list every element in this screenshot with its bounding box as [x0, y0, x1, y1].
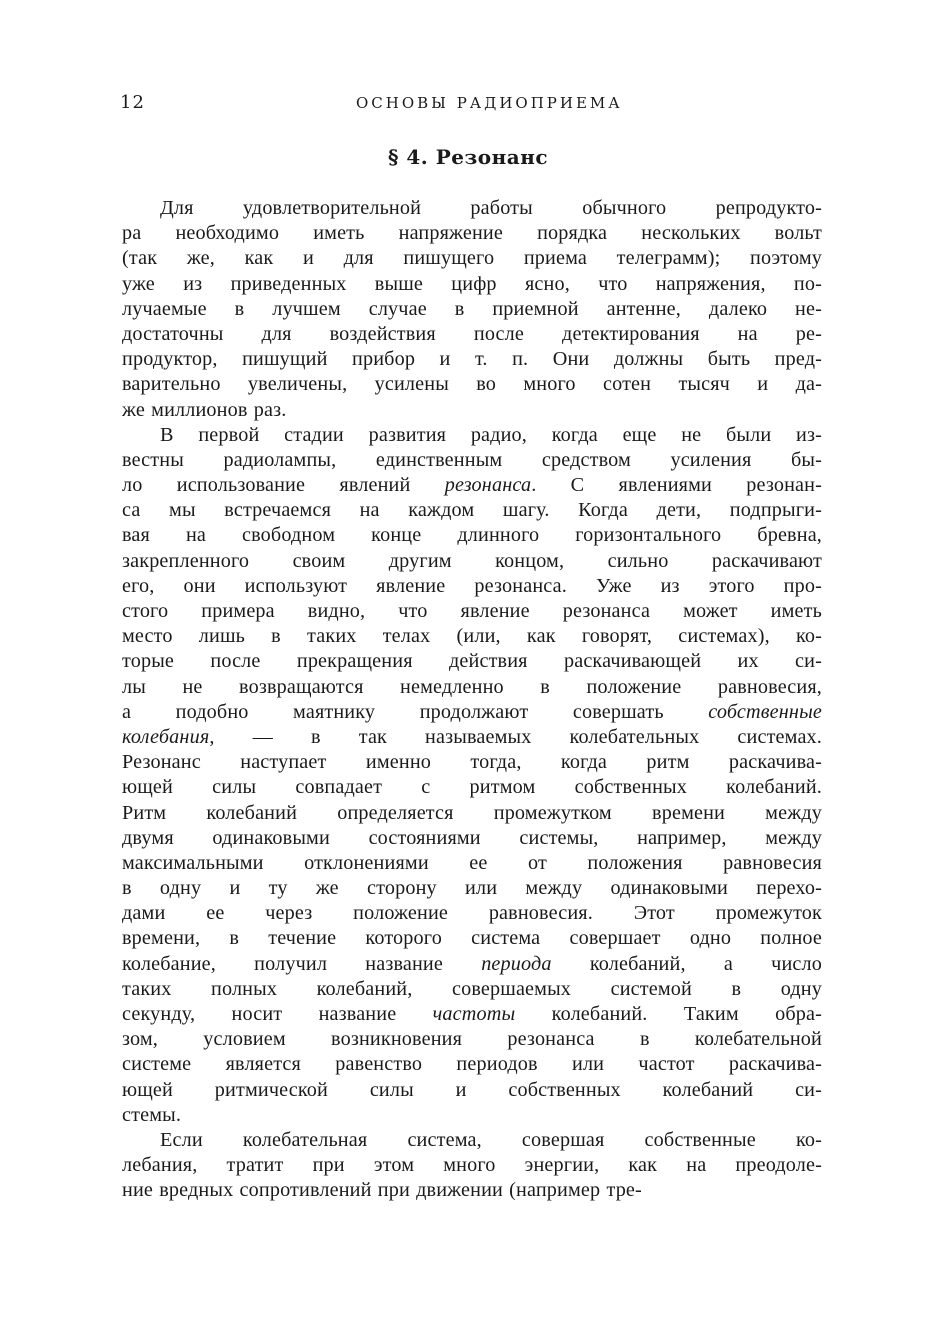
text-segment: уже из приведенных выше цифр ясно, что напряжения, по- [122, 272, 822, 295]
text-line [122, 599, 822, 624]
text-segment: стого примера видно, что явление резонанса может иметь [122, 600, 822, 622]
text-line [122, 574, 822, 599]
italic-term: колебания [122, 725, 210, 748]
text-line [122, 1153, 822, 1178]
italic-term: резонанса [444, 474, 532, 497]
text-line [122, 423, 822, 448]
text-segment: секунду, носит название [122, 1003, 433, 1025]
text-line [122, 826, 822, 851]
text-line [122, 347, 822, 372]
text-segment: Ритм колебаний определяется промежутком времени между [122, 801, 822, 824]
running-head [120, 92, 822, 116]
text-segment: са мы встречаемся на каждом шагу. Когда дети, подпрыги- [122, 499, 822, 522]
text-segment: вестны радиолампы, единственным средством усиления бы- [122, 448, 822, 471]
text-segment: Резонанс наступает именно тогда, когда ритм раскачива- [122, 751, 822, 774]
text-line [122, 926, 822, 951]
text-segment: Если колебательная система, совершая собственные ко- [160, 1128, 822, 1151]
text-line [122, 322, 822, 347]
text-segment: , — в так называемых колебательных системах. [209, 725, 822, 748]
text-line [122, 876, 822, 901]
text-segment: колебание, получил название [122, 952, 482, 975]
text-line [122, 398, 822, 423]
text-segment: колебаний, а число [551, 952, 822, 975]
text-line [122, 977, 822, 1002]
text-segment: времени, в течение которого система совершает одно полное [122, 927, 822, 950]
text-segment: ющей силы совпадает с ритмом собственных колебаний. [122, 776, 822, 799]
text-line [122, 675, 822, 700]
text-segment: зом, условием возникновения резонанса в колебательной [122, 1028, 822, 1051]
text-segment: закрепленного своим другим концом, сильно раскачивают [122, 549, 822, 572]
text-line [122, 448, 822, 473]
book-title: ОСНОВЫ РАДИОПРИЕМА [356, 94, 623, 112]
text-segment: торые после прекращения действия раскачивающей их си- [122, 650, 822, 673]
text-segment: стемы. [122, 1103, 182, 1126]
text-line [122, 801, 822, 826]
text-segment: дами ее через положение равновесия. Этот промежуток [122, 902, 822, 925]
text-segment: максимальными отклонениями ее от положения равновесия [122, 851, 822, 874]
text-line [122, 901, 822, 926]
text-segment: варительно увеличены, усилены во много сотен тысяч и да- [122, 373, 822, 396]
text-line [122, 750, 822, 775]
text-line [122, 952, 822, 977]
italic-term: периода [481, 952, 552, 975]
text-segment: достаточны для воздействия после детектирования на ре- [122, 322, 822, 345]
text-segment: двумя одинаковыми состояниями системы, например, между [122, 826, 822, 849]
text-segment: а подобно маятнику продолжают совершать [122, 700, 709, 723]
text-segment: в одну и ту же сторону или между одинаковыми перехо- [122, 877, 822, 900]
text-line [122, 498, 822, 523]
body-text [122, 196, 822, 1204]
text-line [122, 196, 822, 221]
text-segment: лучаемые в лучшем случае в приемной антенне, далеко не- [122, 297, 822, 320]
text-line [122, 272, 822, 297]
text-line [122, 649, 822, 674]
section-title: § 4. Резонанс [387, 145, 549, 169]
text-segment: же миллионов раз. [122, 398, 287, 421]
text-segment: вая на свободном конце длинного горизонтального бревна, [122, 524, 822, 547]
text-line [122, 372, 822, 397]
text-line [122, 624, 822, 649]
text-line [122, 1002, 822, 1027]
text-segment: Для удовлетворительной работы обычного репродукто- [160, 197, 822, 219]
text-segment: таких полных колебаний, совершаемых системой в одну [122, 977, 822, 1000]
text-segment: . С явлениями резонан- [531, 474, 822, 497]
text-line [122, 549, 822, 574]
italic-term: собственные [708, 700, 822, 723]
text-segment: лебания, тратит при этом много энергии, как на преодоле- [122, 1154, 822, 1177]
text-line [122, 297, 822, 322]
text-line [122, 221, 822, 246]
text-line [122, 725, 822, 750]
text-line [122, 1027, 822, 1052]
text-segment: В первой стадии развития радио, когда еще не были из- [160, 423, 822, 446]
page-number: 12 [120, 92, 145, 113]
text-line [122, 1178, 822, 1203]
text-line [122, 1052, 822, 1077]
text-line [122, 523, 822, 548]
text-segment: место лишь в таких телах (или, как говорят, системах), ко- [122, 625, 822, 648]
text-line [122, 851, 822, 876]
text-line [122, 473, 822, 498]
text-segment: его, они используют явление резонанса. Уже из этого про- [122, 574, 822, 597]
text-segment: ло использование явлений [122, 474, 445, 497]
text-segment: ние вредных сопротивлений при движении (например тре- [122, 1179, 642, 1202]
text-line [122, 1078, 822, 1103]
text-line [122, 246, 822, 271]
text-line [122, 700, 822, 725]
italic-term: частоты [432, 1003, 516, 1025]
text-segment: продуктор, пишущий прибор и т. п. Они должны быть пред- [122, 348, 822, 371]
text-line [122, 1128, 822, 1153]
text-segment: лы не возвращаются немедленно в положение равновесия, [122, 675, 822, 698]
text-line [122, 1103, 822, 1128]
text-segment: колебаний. Таким обра- [515, 1003, 822, 1025]
text-segment: (так же, как и для пишущего приема телеграмм); поэтому [122, 247, 822, 270]
text-line [122, 775, 822, 800]
text-segment: ющей ритмической силы и собственных колебаний си- [122, 1078, 822, 1101]
text-segment: ра необходимо иметь напряжение порядка нескольких вольт [122, 222, 822, 245]
text-segment: системе является равенство периодов или частот раскачива- [122, 1053, 822, 1076]
